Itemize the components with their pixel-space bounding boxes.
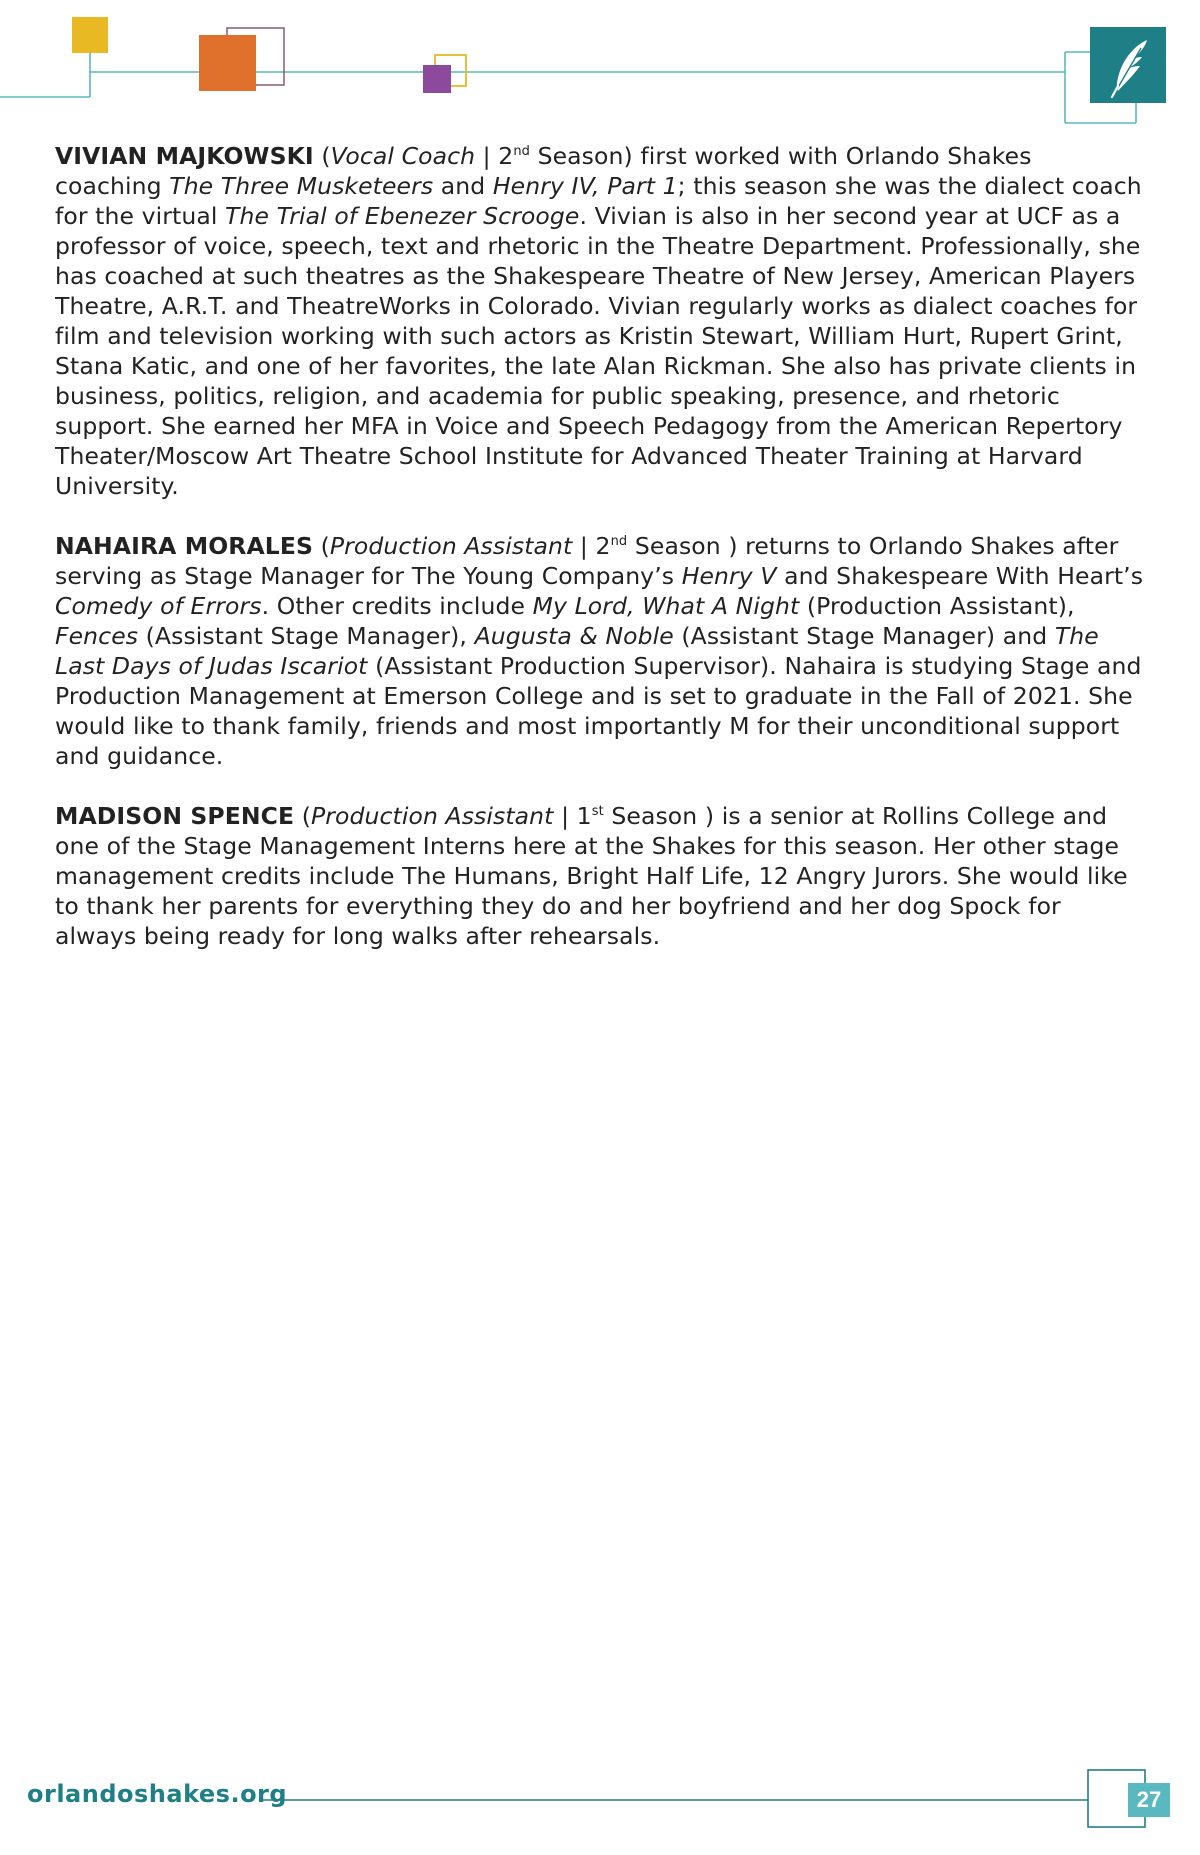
- bio-name: MADISON SPENCE: [55, 802, 295, 830]
- bio-season-word: Season ): [634, 532, 738, 560]
- bio-italic-title: Henry IV, Part 1: [492, 172, 678, 200]
- bio-paragraph: NAHAIRA MORALES (Production Assistant | 2nd Season ) returns to Orlando Shakes after serving as Stage Manager for The Young Company’s Henry V and Shakespeare With Heart’s Comedy of Errors. Other credits include My Lord, What A Night (Production Assistant), Fences (Assistant Stage Manager), Augusta & Noble (Assistant Stage Manager) and The Last Days of Judas Iscariot (Assistant Production Supervisor). Nahaira is studying Stage and Production Management at Emerson College and is set to graduate in the Fall of 2021. She would like to thank family, friends and most importantly M for their unconditional support and guidance.: [55, 532, 1144, 770]
- bio-text: and: [433, 172, 493, 200]
- bio-text: (Assistant Stage Manager),: [138, 622, 475, 650]
- bio-text: first worked with Orlando Shakes coaching: [55, 142, 1032, 200]
- header-decoration: [0, 0, 1200, 135]
- orange-square: [199, 35, 256, 91]
- bio-italic-title: Henry V: [681, 562, 777, 590]
- bio-text: ; this season she was the dialect coach for the virtual: [55, 172, 1142, 230]
- bio-season-suffix: nd: [513, 144, 531, 159]
- bio-paragraph: VIVIAN MAJKOWSKI (Vocal Coach | 2nd Season) first worked with Orlando Shakes coaching The Three Musketeers and Henry IV, Part 1; this season she was the dialect coach for the virtual The Trial of Ebenezer Scrooge. Vivian is also in her second year at UCF as a professor of voice, speech, text and rhetoric in the Theatre Department. Professionally, she has coached at such theatres as the Shakespeare Theatre of New Jersey, American Players Theatre, A.R.T. and TheatreWorks in Colorado. Vivian regularly works as dialect coaches for film and television working with such actors as Kristin Stewart, William Hurt, Rupert Grint, Stana Katic, and one of her favorites, the late Alan Rickman. She also has private clients in business, politics, religion, and academia for public speaking, presence, and rhetoric support. She earned her MFA in Voice and Speech Pedagogy from the American Repertory Theater/Moscow Art Theatre School Institute for Advanced Theater Training at Harvard University.: [55, 142, 1142, 500]
- bio-text: and Shakespeare With Heart’s: [776, 562, 1144, 590]
- bio-text: . Other credits include: [261, 592, 533, 620]
- bio-name: VIVIAN MAJKOWSKI: [55, 142, 314, 170]
- bio-text: (Assistant Stage Manager) and: [673, 622, 1055, 650]
- bio-role: Vocal Coach: [330, 142, 476, 170]
- bio-season-word: Season): [537, 142, 633, 170]
- bio-season-suffix: nd: [610, 534, 628, 549]
- bio-italic-title: Comedy of Errors: [55, 592, 262, 620]
- bio-paragraph: MADISON SPENCE (Production Assistant | 1st Season ) is a senior at Rollins College and one of the Stage Management Interns here at the Shakes for this season. Her other stage management credits include The Humans, Bright Half Life, 12 Angry Jurors. She would like to thank her parents for everything they do and her boyfriend and her dog Spock for always being ready for long walks after rehearsals.: [55, 802, 1128, 950]
- yellow-square: [72, 17, 108, 53]
- bio-text: returns to Orlando Shakes after serving as Stage Manager for The Young Company’s: [55, 532, 1119, 590]
- bio-season-suffix: st: [591, 804, 604, 819]
- bio-role: Production Assistant: [329, 532, 573, 560]
- bio-season-number: 2: [498, 142, 514, 170]
- website-url[interactable]: orlandoshakes.org: [27, 1780, 288, 1808]
- bio-text: (Production Assistant),: [799, 592, 1075, 620]
- bio-italic-title: The Last Days of Judas Iscariot: [55, 622, 1099, 680]
- bio-text: . Vivian is also in her second year at UCF as a professor of voice, speech, text and rhetoric in the Theatre Department. Professionally, she has coached at such theatres as the Shakespeare Theatre of New Jersey, American Players Theatre, A.R.T. and TheatreWorks in Colorado. Vivian regularly works as dialect coaches for film and television working with such actors as Kristin Stewart, William Hurt, Rupert Grint, Stana Katic, and one of her favorites, the late Alan Rickman. She also has private clients in business, politics, religion, and academia for public speaking, presence, and rhetoric support. She earned her MFA in Voice and Speech Pedagogy from the American Repertory Theater/Moscow Art Theatre School Institute for Advanced Theater Training at Harvard University.: [55, 202, 1141, 500]
- page-number: 27: [1136, 1787, 1162, 1812]
- bio-list: [55, 141, 1145, 981]
- bio-season-number: 1: [576, 802, 592, 830]
- bio-season-word: Season ): [611, 802, 715, 830]
- bio-text: (Assistant Production Supervisor). Nahaira is studying Stage and Production Management at Emerson College and is set to graduate in the Fall of 2021. She would like to thank family, friends and most importantly M for their unconditional support and guidance.: [55, 652, 1142, 770]
- bio-season-number: 2: [595, 532, 611, 560]
- bio-text: is a senior at Rollins College and one of the Stage Management Interns here at the Shakes for this season. Her other stage management credits include The Humans, Bright Half Life, 12 Angry Jurors. She would like to thank her parents for everything they do and her boyfriend and her dog Spock for always being ready for long walks after rehearsals.: [55, 802, 1128, 950]
- purple-square: [423, 65, 451, 93]
- bio-name: NAHAIRA MORALES: [55, 532, 314, 560]
- bio-italic-title: The Three Musketeers: [169, 172, 434, 200]
- bio-italic-title: The Trial of Ebenezer Scrooge: [225, 202, 580, 230]
- bio-italic-title: My Lord, What A Night: [532, 592, 800, 620]
- bio-italic-title: Fences: [55, 622, 139, 650]
- bio-italic-title: Augusta & Noble: [474, 622, 674, 650]
- bio-role: Production Assistant: [311, 802, 554, 830]
